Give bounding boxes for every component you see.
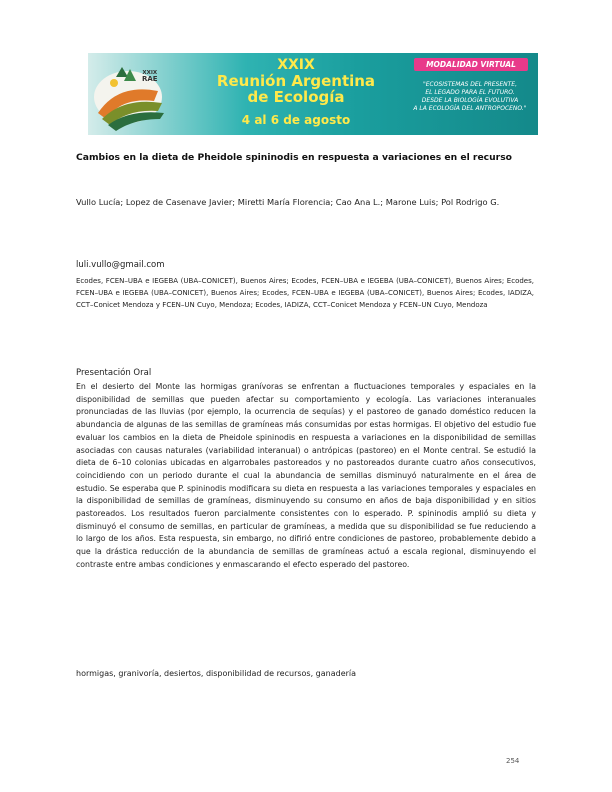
page-number: 254	[506, 757, 520, 765]
affiliations: Ecodes, FCEN–UBA e IEGEBA (UBA–CONICET), Buenos Aires; Ecodes, FCEN–UBA e IEGEBA (UBA–CONICET), Buenos Aires; Ecodes, FCEN–UBA e IEGEBA (UBA–CONICET), Buenos Aires; Ecodes, FCEN–UBA e IEGEBA (UBA–CONICET), Buenos Aires; Ecodes, IADIZA, CCT–Conicet Mendoza y FCEN–UN Cuyo, Mendoza; Ecodes, IADIZA, CCT–Conicet Mendoza y FCEN–UN Cuyo, Mendoza	[76, 277, 534, 309]
abstract-text: En el desierto del Monte las hormigas granívoras se enfrentan a fluctuaciones temporales y espaciales en la disponibilidad de semillas que pueden afectar su comportamiento y ecología. Las variaciones interanuales pronunciadas de las lluvias (por ejemplo, la ocurrencia de sequías) y el pastoreo de ganado doméstico reducen la abundancia de algunas de las semillas de gramíneas más consumidas por estas hormigas. El objetivo del estudio fue evaluar los cambios en la dieta de Pheidole spininodis en respuesta a variaciones en la disponibilidad de semillas asociadas con causas naturales (variabilidad interanual) o antrópicas (pastoreo) en el Monte central. Se estudió la dieta de 6–10 colonias ubicadas en algarrobales pastoreados y no pastoreados durante cuatro años consecutivos, coincidiendo con un periodo durante el cual la abundancia de semillas disminuyó naturalmente en el área de estudio. Se esperaba que P. spininodis modificara su dieta en respuesta a las variaciones temporales y espaciales en la disponibilidad de semillas de gramíneas, disminuyendo su consumo en años de baja disponibilidad y en sitios pastoreados. Los resultados fueron parcialmente consistentes con lo esperado. P. spininodis amplió su dieta y disminuyó el consumo de semillas, en particular de gramíneas, a medida que su disponibilidad se fue reduciendo a lo largo de los años. Esta respuesta, sin embargo, no difirió entre condiciones de pastoreo, probablemente debido a que la drástica reducción de la abundancia de semillas de gramíneas actuó a escala regional, disminuyendo el contraste entre ambas condiciones y enmascarando el efecto esperado del pastoreo.	[76, 382, 536, 569]
presentation-type: Presentación Oral	[76, 368, 152, 378]
conference-banner	[88, 53, 538, 135]
banner-slogan: "ECOSISTEMAS DEL PRESENTE, EL LEGADO PARA EL FUTURO. DESDE LA BIOLOGÍA EVOLUTIVA A LA ECOLOGÍA DEL ANTROPOCENO."	[413, 81, 527, 112]
paper-title: Cambios en la dieta de Pheidole spininodis en respuesta a variaciones en el recurso	[76, 152, 512, 163]
rae-logo	[88, 53, 178, 135]
logo-text: XXIX RAE	[142, 70, 158, 83]
keywords: hormigas, granivoría, desiertos, disponibilidad de recursos, ganadería	[76, 669, 357, 678]
banner-dates: 4 al 6 de agosto	[241, 113, 351, 127]
contact-email: luli.vullo@gmail.com	[76, 260, 165, 270]
author-list: Vullo Lucía; Lopez de Casenave Javier; Miretti María Florencia; Cao Ana L.; Marone Luis; Pol Rodrigo G.	[76, 197, 500, 207]
modalidad-badge: MODALIDAD VIRTUAL	[414, 58, 528, 71]
banner-title: XXIX Reunión Argentina de Ecología	[216, 57, 376, 106]
